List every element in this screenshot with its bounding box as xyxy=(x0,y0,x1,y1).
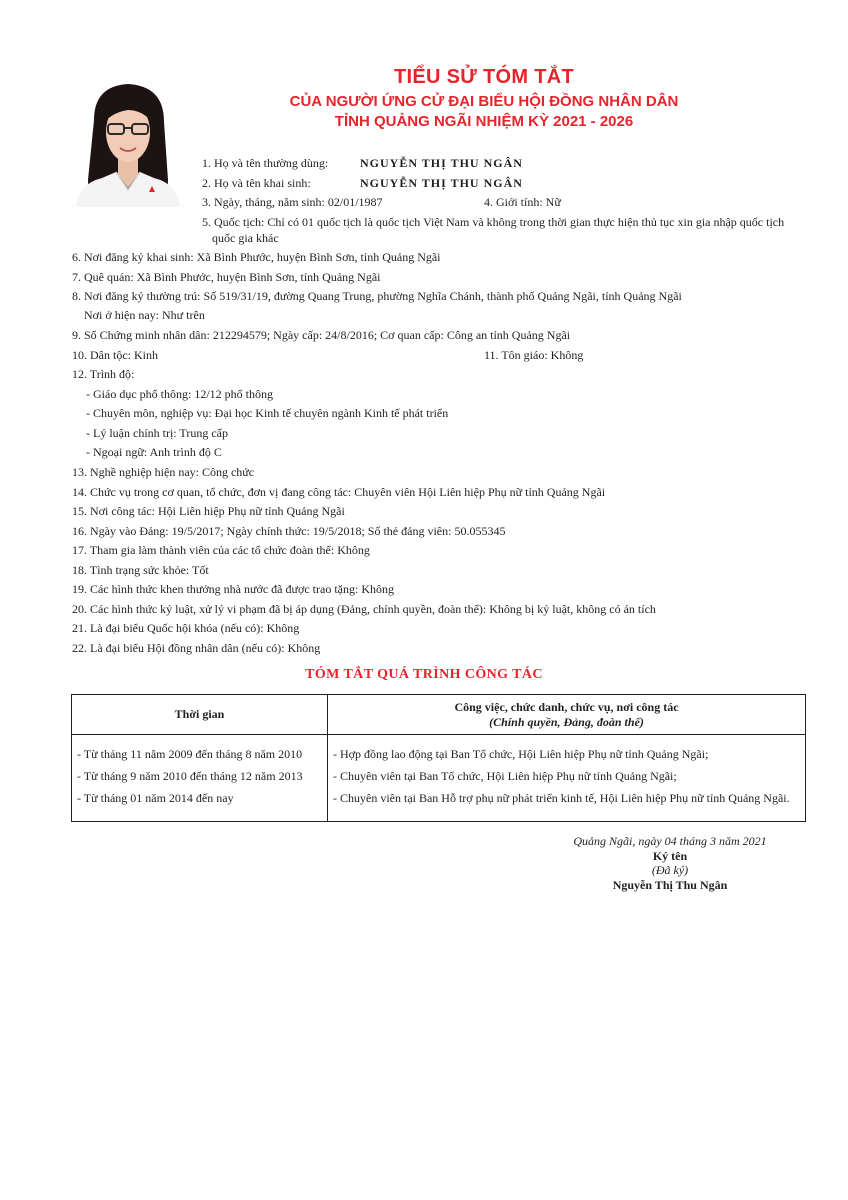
field-party-membership: 16. Ngày vào Đảng: 19/5/2017; Ngày chính thức: 19/5/2018; Số thẻ đảng viên: 50.055345 xyxy=(72,524,506,538)
field-nationality: 5. Quốc tịch: Chỉ có 01 quốc tịch là quốc tịch Việt Nam và không trong thời gian thực hiện thủ tục xin gia nhập quốc tịch xyxy=(202,215,785,229)
time-entry: - Từ tháng 9 năm 2010 đến tháng 12 năm 2013 xyxy=(77,769,303,783)
column-header-job xyxy=(328,695,806,735)
field-health: 18. Tình trạng sức khỏe: Tốt xyxy=(72,563,209,577)
job-cell xyxy=(328,735,806,822)
field-permanent-residence: 8. Nơi đăng ký thường trú: Số 519/31/19, đường Quang Trung, phường Nghĩa Chánh, thành phố Quảng Ngãi, tỉnh Quảng Ngãi xyxy=(72,289,682,303)
sign-label: Ký tên xyxy=(652,849,688,863)
field-birth-name-label: 2. Họ và tên khai sinh: xyxy=(202,176,311,190)
field-nationality-cont: quốc gia khác xyxy=(212,231,279,245)
document-subtitle-2: TỈNH QUẢNG NGÃI NHIỆM KỲ 2021 - 2026 xyxy=(334,113,634,130)
field-discipline: 20. Các hình thức kỷ luật, xử lý vi phạm đã bị áp dụng (Đảng, chính quyền, đoàn thể): Không bị kỷ luật, không có án tích xyxy=(72,602,656,616)
field-occupation: 13. Nghề nghiệp hiện nay: Công chức xyxy=(72,465,255,479)
work-history-table xyxy=(71,694,806,822)
document-subtitle-1: CỦA NGƯỜI ỨNG CỬ ĐẠI BIỂU HỘI ĐỒNG NHÂN DÂN xyxy=(289,93,679,110)
field-awards: 19. Các hình thức khen thưởng nhà nước đã được trao tặng: Không xyxy=(72,582,394,596)
candidate-photo xyxy=(72,80,184,207)
field-birth-date: 3. Ngày, tháng, năm sinh: 02/01/1987 xyxy=(202,195,383,209)
document-title: TIỂU SỬ TÓM TẮT xyxy=(394,66,574,88)
signed-note: (Đã ký) xyxy=(651,863,689,877)
field-gender: 4. Giới tính: Nữ xyxy=(484,195,561,209)
field-foreign-language: - Ngoại ngữ: Anh trình độ C xyxy=(86,445,222,459)
portrait-illustration xyxy=(72,80,184,207)
field-birth-registration: 6. Nơi đăng ký khai sinh: Xã Bình Phước, huyện Bình Sơn, tỉnh Quảng Ngãi xyxy=(72,250,441,264)
field-peoples-council: 22. Là đại biểu Hội đồng nhân dân (nếu có): Không xyxy=(72,641,321,655)
job-entry: - Chuyên viên tại Ban Hỗ trợ phụ nữ phát triển kinh tế, Hội Liên hiệp Phụ nữ tỉnh Quảng Ngãi. xyxy=(333,791,790,805)
column-header-time: Thời gian xyxy=(72,695,328,735)
time-cell xyxy=(72,735,328,822)
field-birth-name-value: NGUYỄN THỊ THU NGÂN xyxy=(360,176,523,190)
field-professional-education: - Chuyên môn, nghiệp vụ: Đại học Kinh tế chuyên ngành Kinh tế phát triển xyxy=(86,406,449,420)
field-organizations: 17. Tham gia làm thành viên của các tổ chức đoàn thể: Không xyxy=(72,543,370,557)
column-header-job-line2: (Chính quyền, Đảng, đoàn thể) xyxy=(489,714,644,729)
time-entry: - Từ tháng 11 năm 2009 đến tháng 8 năm 2010 xyxy=(77,747,303,761)
field-national-assembly: 21. Là đại biểu Quốc hội khóa (nếu có): Không xyxy=(72,621,300,635)
field-id-card: 9. Số Chứng minh nhân dân: 212294579; Ngày cấp: 24/8/2016; Cơ quan cấp: Công an tỉnh Quảng Ngãi xyxy=(72,328,571,342)
field-common-name-label: 1. Họ và tên thường dùng: xyxy=(202,156,329,170)
job-entry: - Chuyên viên tại Ban Tổ chức, Hội Liên hiệp Phụ nữ tỉnh Quảng Ngãi; xyxy=(333,769,677,783)
field-ethnicity: 10. Dân tộc: Kinh xyxy=(72,348,158,362)
field-general-education: - Giáo dục phổ thông: 12/12 phổ thông xyxy=(86,387,273,401)
field-political-theory: - Lý luận chính trị: Trung cấp xyxy=(86,426,228,440)
field-religion: 11. Tôn giáo: Không xyxy=(484,348,584,362)
column-header-job-line1: Công việc, chức danh, chức vụ, nơi công tác xyxy=(454,699,679,714)
table-row xyxy=(72,735,806,822)
field-education-heading: 12. Trình độ: xyxy=(72,367,135,381)
field-workplace: 15. Nơi công tác: Hội Liên hiệp Phụ nữ tỉnh Quảng Ngãi xyxy=(72,504,345,518)
signer-name: Nguyễn Thị Thu Ngân xyxy=(612,878,728,892)
field-position: 14. Chức vụ trong cơ quan, tổ chức, đơn vị đang công tác: Chuyên viên Hội Liên hiệp Phụ nữ tỉnh Quảng Ngãi xyxy=(72,485,606,499)
field-common-name-value: NGUYỄN THỊ THU NGÂN xyxy=(360,156,523,170)
work-history-title: TÓM TẮT QUÁ TRÌNH CÔNG TÁC xyxy=(305,667,543,682)
table-header-row xyxy=(72,695,806,735)
time-entry: - Từ tháng 01 năm 2014 đến nay xyxy=(77,791,234,805)
job-entry: - Hợp đồng lao động tại Ban Tổ chức, Hội Liên hiệp Phụ nữ tỉnh Quảng Ngãi; xyxy=(333,747,709,761)
place-and-date: Quảng Ngãi, ngày 04 tháng 3 năm 2021 xyxy=(573,834,767,848)
field-hometown: 7. Quê quán: Xã Bình Phước, huyện Bình Sơn, tỉnh Quảng Ngãi xyxy=(72,270,381,284)
field-current-residence: Nơi ở hiện nay: Như trên xyxy=(84,308,205,322)
